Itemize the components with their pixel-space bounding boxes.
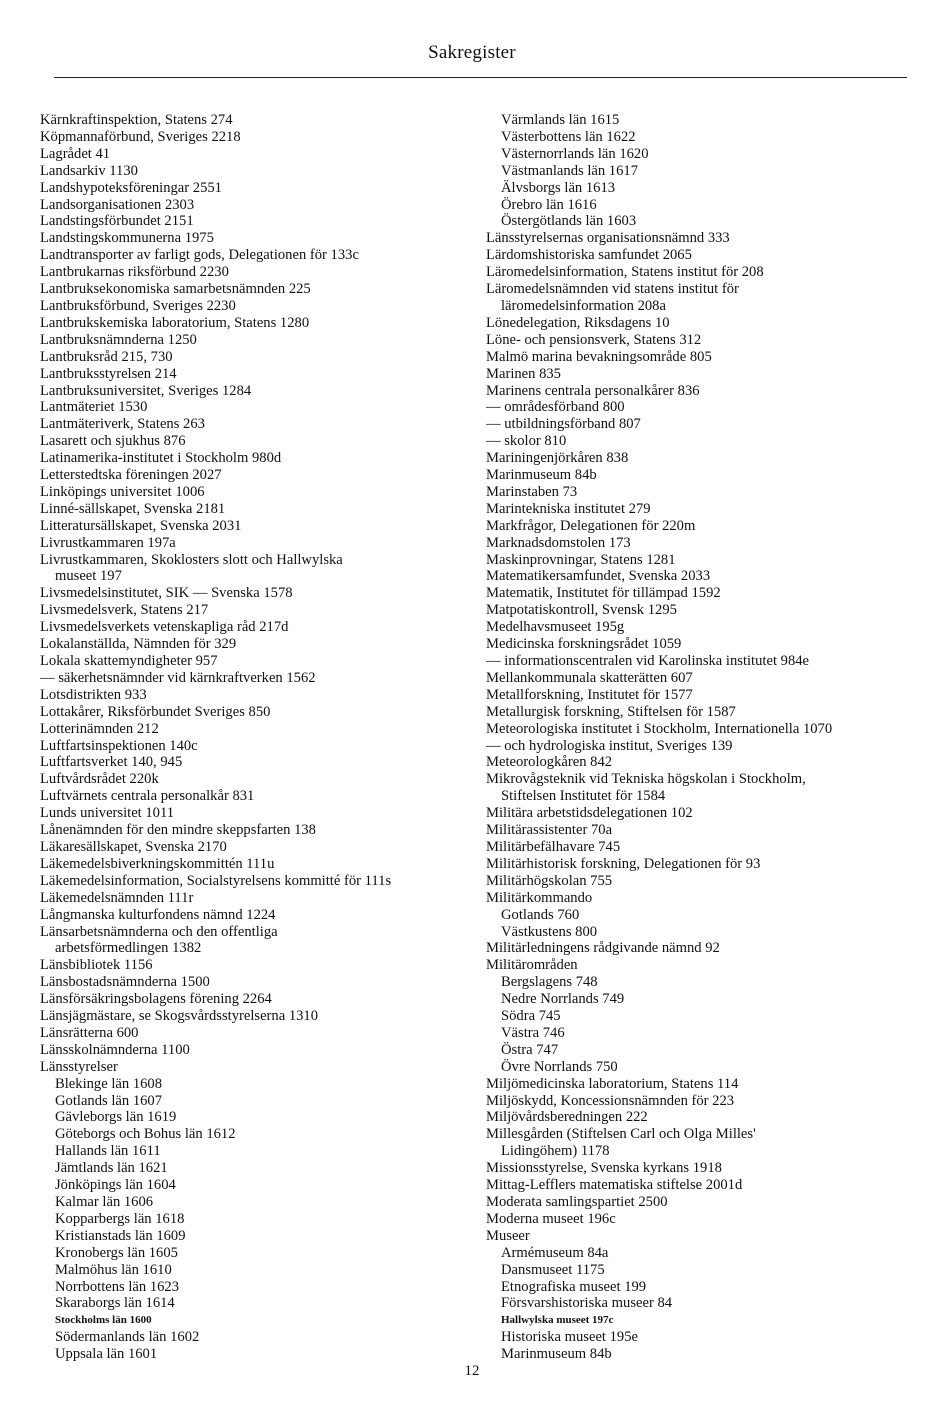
index-entry: Länsrätterna 600: [40, 1024, 139, 1041]
index-entry: Luftfartsinspektionen 140c: [40, 737, 198, 754]
index-entry: Livsmedelsverk, Statens 217: [40, 602, 209, 619]
index-entry: Västernorrlands län 1620: [501, 145, 649, 162]
header-rule: [54, 77, 907, 78]
index-entry: Västmanlands län 1617: [501, 162, 638, 179]
index-entry: Kopparbergs län 1618: [55, 1210, 185, 1227]
index-entry: Metallforskning, Institutet för 1577: [486, 686, 693, 703]
index-entry: Letterstedtska föreningen 2027: [40, 467, 222, 484]
index-entry: Militärhögskolan 755: [486, 872, 613, 889]
index-entry: Landshypoteksföreningar 2551: [40, 179, 222, 196]
page-number: 12: [464, 1363, 480, 1379]
index-entry: Löne- och pensionsverk, Statens 312: [486, 331, 702, 348]
index-entry: Militärledningens rådgivande nämnd 92: [486, 940, 720, 957]
index-entry: Hallwylska museet 197c: [501, 1314, 614, 1327]
index-entry: Millesgården (Stiftelsen Carl och Olga Milles': [486, 1126, 756, 1143]
index-entry: Moderata samlingspartiet 2500: [486, 1194, 668, 1210]
index-entry: Jönköpings län 1604: [55, 1177, 176, 1194]
index-entry: Lärdomshistoriska samfundet 2065: [486, 247, 692, 264]
index-entry: Älvsborgs län 1613: [501, 179, 616, 196]
index-entry: Norrbottens län 1623: [55, 1278, 180, 1295]
index-entry: Medicinska forskningsrådet 1059: [486, 636, 682, 653]
index-entry: Militärhistorisk forskning, Delegationen för 93: [486, 855, 761, 872]
index-entry: — utbildningsförband 807: [486, 416, 641, 433]
index-entry: Västkustens 800: [501, 923, 598, 940]
index-entry: Luftvårdsrådet 220k: [40, 771, 159, 788]
index-entry: Blekinge län 1608: [55, 1075, 163, 1092]
index-entry: Lantbrukarnas riksförbund 2230: [40, 264, 229, 281]
index-entry: Länsarbetsnämnderna och den offentliga: [40, 923, 278, 940]
index-entry: Västerbottens län 1622: [501, 128, 636, 145]
index-entry: Läkaresällskapet, Svenska 2170: [40, 838, 227, 855]
index-entry: Lantbrukskemiska laboratorium, Statens 1280: [40, 314, 310, 331]
index-entry: Mellankommunala skatterätten 607: [486, 669, 693, 686]
index-entry: Luftfartsverket 140, 945: [40, 754, 183, 771]
index-entry: museet 197: [55, 568, 122, 585]
index-entry: Nedre Norrlands 749: [501, 991, 625, 1008]
index-entry: Stiftelsen Institutet för 1584: [501, 788, 666, 805]
index-entry: Lantbruksråd 215, 730: [40, 348, 173, 365]
index-entry: Luftvärnets centrala personalkår 831: [40, 788, 255, 805]
index-entry: arbetsförmedlingen 1382: [55, 940, 202, 957]
index-entry: Landstingsförbundet 2151: [40, 213, 194, 230]
index-entry: Meteorologkåren 842: [486, 754, 613, 771]
index-column-right: [486, 112, 916, 1363]
index-entry: Mariningenjörkåren 838: [486, 450, 629, 467]
index-entry: Uppsala län 1601: [55, 1346, 158, 1363]
index-entry: Länsbostadsnämnderna 1500: [40, 974, 210, 991]
index-entry: Landtransporter av farligt gods, Delegationen för 133c: [40, 247, 359, 264]
index-entry: Lidingöhem) 1178: [501, 1143, 610, 1160]
index-entry: Landsorganisationen 2303: [40, 196, 195, 213]
index-entry: Matematikersamfundet, Svenska 2033: [486, 568, 711, 585]
index-entry: Lottakårer, Riksförbundet Sveriges 850: [40, 703, 271, 720]
index-entry: Länsstyrelser: [40, 1058, 118, 1075]
index-entry: Lönedelegation, Riksdagens 10: [486, 314, 670, 331]
index-entry: Gotlands län 1607: [55, 1092, 163, 1109]
index-entry: Linné-sällskapet, Svenska 2181: [40, 500, 226, 517]
index-entry: Maskinprovningar, Statens 1281: [486, 551, 676, 568]
index-entry: — säkerhetsnämnder vid kärnkraftverken 1562: [40, 669, 316, 686]
index-entry: Övre Norrlands 750: [501, 1058, 618, 1075]
index-entry: Länsskolnämnderna 1100: [40, 1041, 190, 1058]
index-entry: Lantbruksekonomiska samarbetsnämnden 225: [40, 281, 311, 298]
index-entry: Lantbruksuniversitet, Sveriges 1284: [40, 382, 252, 399]
page-title: Sakregister: [428, 42, 516, 63]
index-entry: Livrustkammaren, Skoklosters slott och Hallwylska: [40, 551, 343, 568]
index-entry: Marinmuseum 84b: [486, 467, 597, 484]
index-entry: Lotsdistrikten 933: [40, 686, 147, 703]
index-entry: Hallands län 1611: [55, 1143, 161, 1160]
index-entry: Stockholms län 1600: [55, 1314, 152, 1327]
index-entry: Göteborgs och Bohus län 1612: [55, 1126, 236, 1143]
index-entry: Länsjägmästare, se Skogsvårdsstyrelserna 1310: [40, 1008, 319, 1025]
index-entry: Markfrågor, Delegationen för 220m: [486, 517, 696, 534]
index-entry: Marintekniska institutet 279: [486, 500, 651, 517]
index-entry: Livrustkammaren 197a: [40, 534, 176, 551]
index-entry: Militärbefälhavare 745: [486, 838, 621, 855]
index-entry: Livsmedelsinstitutet, SIK — Svenska 1578: [40, 585, 293, 602]
index-entry: Militärassistenter 70a: [486, 822, 613, 839]
index-entry: Militärområden: [486, 957, 578, 974]
index-entry: Bergslagens 748: [501, 974, 598, 991]
index-entry: Södra 745: [501, 1008, 561, 1025]
index-entry: Östra 747: [501, 1041, 559, 1058]
index-entry: Malmöhus län 1610: [55, 1261, 172, 1278]
index-entry: Lasarett och sjukhus 876: [40, 433, 186, 450]
index-entry: Lantbruksförbund, Sveriges 2230: [40, 297, 236, 314]
index-entry: Malmö marina bevakningsområde 805: [486, 348, 712, 365]
index-entry: Kronobergs län 1605: [55, 1244, 178, 1261]
index-entry: Armémuseum 84a: [501, 1244, 609, 1261]
index-entry: Marinen 835: [486, 365, 561, 382]
index-entry: Miljömedicinska laboratorium, Statens 114: [486, 1075, 739, 1092]
index-entry: Västra 746: [501, 1024, 565, 1041]
index-entry: Marinstaben 73: [486, 483, 578, 500]
index-entry: Länsstyrelsernas organisationsnämnd 333: [486, 230, 730, 247]
index-entry: Lantmäteriet 1530: [40, 399, 148, 416]
index-entry: Lantmäteriverk, Statens 263: [40, 416, 205, 433]
index-entry: Meteorologiska institutet i Stockholm, Internationella 1070: [486, 720, 833, 737]
index-entry: Gotlands 760: [501, 906, 580, 923]
index-entry: Skaraborgs län 1614: [55, 1295, 175, 1312]
index-entry: Mittag-Lefflers matematiska stiftelse 2001d: [486, 1177, 743, 1194]
index-entry: Linköpings universitet 1006: [40, 483, 205, 500]
index-entry: Långmanska kulturfondens nämnd 1224: [40, 906, 276, 923]
index-entry: Metallurgisk forskning, Stiftelsen för 1587: [486, 703, 736, 720]
index-entry: Värmlands län 1615: [501, 112, 620, 128]
index-entry: Örebro län 1616: [501, 196, 597, 213]
index-entry: Lokalanställda, Nämnden för 329: [40, 636, 237, 653]
index-entry: Kristianstads län 1609: [55, 1227, 186, 1244]
index-entry: Medelhavsmuseet 195g: [486, 619, 625, 636]
index-entry: Etnografiska museet 199: [501, 1278, 647, 1295]
index-entry: Läkemedelsbiverkningskommittén 111u: [40, 855, 275, 872]
index-entry: Lagrådet 41: [40, 145, 111, 162]
index-entry: — och hydrologiska institut, Sveriges 139: [486, 737, 733, 754]
index-entry: Köpmannaförbund, Sveriges 2218: [40, 128, 241, 145]
index-entry: Moderna museet 196c: [486, 1210, 616, 1227]
index-entry: Östergötlands län 1603: [501, 213, 637, 230]
index-entry: Militära arbetstidsdelegationen 102: [486, 805, 693, 822]
index-entry: Länsbibliotek 1156: [40, 957, 153, 974]
index-entry: Länsförsäkringsbolagens förening 2264: [40, 991, 272, 1008]
index-entry: Litteratursällskapet, Svenska 2031: [40, 517, 242, 534]
index-entry: Museer: [486, 1227, 530, 1244]
index-entry: Lotterinämnden 212: [40, 720, 159, 737]
index-entry: Mikrovågsteknik vid Tekniska högskolan i Stockholm,: [486, 771, 806, 788]
index-entry: Lantbruksnämnderna 1250: [40, 331, 197, 348]
index-entry: läromedelsinformation 208a: [501, 297, 666, 314]
index-entry: Läromedelsinformation, Statens institut för 208: [486, 264, 764, 281]
index-entry: Dansmuseet 1175: [501, 1261, 605, 1278]
index-entry: Gävleborgs län 1619: [55, 1109, 177, 1126]
index-entry: Kalmar län 1606: [55, 1194, 154, 1210]
index-entry: Marknadsdomstolen 173: [486, 534, 631, 551]
index-entry: Historiska museet 195e: [501, 1329, 638, 1346]
index-entry: Landstingskommunerna 1975: [40, 230, 214, 247]
index-entry: Södermanlands län 1602: [55, 1329, 200, 1346]
index-entry: Kärnkraftinspektion, Statens 274: [40, 112, 233, 128]
index-column-left: [40, 112, 480, 1363]
index-entry: Lunds universitet 1011: [40, 805, 175, 822]
index-entry: Jämtlands län 1621: [55, 1160, 168, 1177]
index-entry: Läromedelsnämnden vid statens institut för: [486, 281, 739, 298]
index-entry: Livsmedelsverkets vetenskapliga råd 217d: [40, 619, 289, 636]
index-entry: Matpotatiskontroll, Svensk 1295: [486, 602, 677, 619]
index-entry: Latinamerika-institutet i Stockholm 980d: [40, 450, 282, 467]
index-entry: — områdesförband 800: [486, 399, 625, 416]
index-entry: — skolor 810: [486, 433, 567, 450]
index-entry: Miljöskydd, Koncessionsnämnden för 223: [486, 1092, 735, 1109]
index-entry: Landsarkiv 1130: [40, 162, 138, 179]
index-entry: Lantbruksstyrelsen 214: [40, 365, 177, 382]
index-entry: Marinmuseum 84b: [501, 1346, 612, 1363]
index-entry: Försvarshistoriska museer 84: [501, 1295, 673, 1312]
index-entry: Lokala skattemyndigheter 957: [40, 653, 218, 669]
index-entry: Läkemedelsnämnden 111r: [40, 889, 194, 906]
index-entry: Militärkommando: [486, 889, 593, 906]
index-entry: Miljövårdsberedningen 222: [486, 1109, 648, 1126]
index-entry: Missionsstyrelse, Svenska kyrkans 1918: [486, 1160, 722, 1177]
index-entry: — informationscentralen vid Karolinska institutet 984e: [486, 653, 810, 669]
index-entry: Marinens centrala personalkårer 836: [486, 382, 700, 399]
index-entry: Lånenämnden för den mindre skeppsfarten 138: [40, 822, 316, 839]
index-entry: Läkemedelsinformation, Socialstyrelsens kommitté för 111s: [40, 872, 392, 889]
index-entry: Matematik, Institutet för tillämpad 1592: [486, 585, 721, 602]
